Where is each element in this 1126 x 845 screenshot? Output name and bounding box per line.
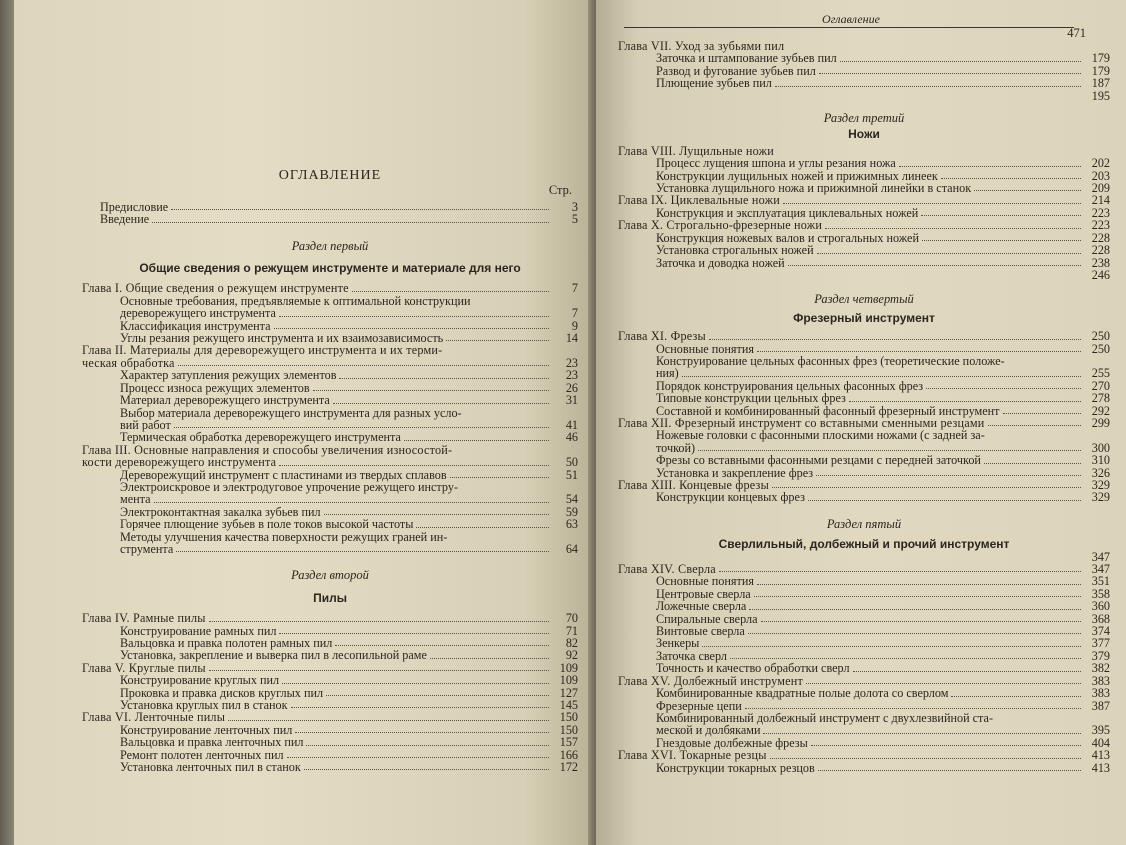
entry-title: Введение [100, 212, 150, 227]
section-heading: Общие сведения о режущем инструменте и материале для него [139, 261, 521, 276]
book-left-edge [0, 0, 14, 845]
dot-leader [757, 584, 1081, 585]
chapter-entry [82, 711, 578, 723]
entry-title: Спиральные сверла [656, 611, 758, 626]
dot-leader [228, 720, 549, 721]
page-number: 14 [565, 331, 578, 346]
dot-leader [154, 502, 549, 503]
chapter-title: Глава XIII. Концевые фрезы [618, 478, 769, 492]
page-number-extra: 347 [1091, 549, 1110, 564]
dot-leader [698, 450, 1081, 451]
entry-title: Ножевые головки с фасонными плоскими ножами (с задней за- [656, 428, 985, 443]
page-number: 395 [1091, 723, 1110, 738]
chapter-entry [618, 194, 1110, 206]
page-number: 41 [565, 417, 578, 432]
entry-title: Установка лущильного ножа и прижимной линейки в станок [656, 181, 972, 196]
dot-leader [282, 683, 549, 684]
chapter-title: Глава VIII. Лущильные ножи [618, 143, 774, 158]
right-page [596, 0, 1126, 845]
toc-entry [618, 637, 1110, 649]
toc-entry [618, 575, 1110, 587]
toc-title: ОГЛАВЛЕНИЕ [278, 168, 382, 183]
section-title: Раздел третий [823, 111, 905, 126]
dot-leader [921, 215, 1081, 216]
dot-leader [853, 671, 1081, 672]
dot-leader [770, 758, 1081, 759]
entry-title: Ложечные сверла [656, 599, 747, 614]
entry-title: Комбинированные квадратные полые долота со сверлом [656, 686, 949, 701]
page-number: 292 [1091, 403, 1110, 418]
page-number: 214 [1091, 193, 1110, 208]
page-number: 172 [559, 760, 578, 775]
toc-entry [82, 431, 578, 443]
chapter-title: Глава IX. Циклевальные ножи [618, 193, 780, 208]
entry-title: Конструирование цельных фасонных фрез (теоретические положе- [656, 353, 1005, 368]
toc-entry [82, 394, 578, 406]
dot-leader [176, 551, 549, 552]
page-number: 145 [559, 698, 578, 713]
dot-leader [279, 633, 549, 634]
dot-leader [926, 388, 1081, 389]
page-number: 9 [571, 318, 578, 333]
toc-entry [618, 355, 1110, 367]
page-number: 278 [1091, 391, 1110, 406]
chapter-entry [82, 612, 578, 624]
dot-leader [783, 203, 1081, 204]
entry-title: Конструирование круглых пил [120, 673, 280, 688]
page-number: 23 [565, 368, 578, 383]
dot-leader [772, 487, 1081, 488]
dot-leader [291, 707, 549, 708]
toc-entry [618, 244, 1110, 256]
section-title: Раздел четвертый [814, 292, 914, 307]
page-number: 383 [1091, 673, 1110, 688]
dot-leader [730, 658, 1081, 659]
entry-title: Электроискровое и электродуговое упрочение режущего инстру- [120, 479, 458, 494]
page-number: 157 [559, 735, 578, 750]
entry-title: Основные требования, предъявляемые к оптимальной конструкции [120, 293, 471, 308]
section-title: Раздел второй [291, 568, 369, 583]
dot-leader [709, 339, 1081, 340]
page-number: 166 [559, 747, 578, 762]
page-number: 187 [1091, 76, 1110, 91]
page-number: 413 [1091, 760, 1110, 775]
dot-leader [818, 770, 1081, 771]
entry-title: Дереворежущий инструмент с пластинами из твердых сплавов [120, 467, 447, 482]
toc-entry [82, 649, 578, 661]
dot-leader [748, 633, 1081, 634]
page-number: 5 [571, 212, 578, 227]
page-number: 382 [1091, 661, 1110, 676]
section-entries [82, 612, 578, 773]
toc-entry [82, 201, 578, 213]
toc-entry [618, 454, 1110, 466]
chapter-title: Глава VI. Ленточные пилы [82, 710, 226, 725]
entry-title: Установка строгальных ножей [656, 243, 814, 258]
entry-title: Методы улучшения качества поверхности режущих граней ин- [120, 529, 448, 544]
dot-leader [922, 240, 1081, 241]
dot-leader [274, 328, 549, 329]
page-number: 358 [1091, 586, 1110, 601]
dot-leader [763, 733, 1081, 734]
header-rule [624, 27, 1074, 28]
dot-leader [152, 222, 549, 223]
dot-leader [295, 732, 549, 733]
page-number-extra: 195 [1091, 88, 1110, 103]
page-number: 228 [1091, 230, 1110, 245]
entry-title: Термическая обработка дереворежущего инструмента [120, 430, 401, 445]
page-number: 374 [1091, 624, 1110, 639]
dot-leader [754, 596, 1081, 597]
chapter-title: Глава I. Общие сведения о режущем инструменте [82, 281, 349, 296]
entry-title: Комбинированный долбежный инструмент с двухлезвийной ста- [656, 710, 994, 725]
toc-entry [618, 600, 1110, 612]
dot-leader [761, 621, 1081, 622]
dot-leader [817, 253, 1081, 254]
dot-leader [287, 757, 549, 758]
entry-title: Материал дереворежущего инструмента [120, 393, 330, 408]
chapter-title: Глава III. Основные направления и способы увеличения износостой- [82, 442, 453, 457]
toc-entry [82, 213, 578, 225]
page-number: 347 [1091, 562, 1110, 577]
entry-title: меской и долбяками [656, 723, 761, 738]
page-number: 379 [1091, 648, 1110, 663]
dot-leader [335, 645, 549, 646]
entry-title: Зенкеры [656, 636, 700, 651]
toc-entry [82, 736, 578, 748]
chapter-entry [82, 456, 578, 468]
entry-title: Плющение зубьев пил [656, 76, 772, 91]
entry-title: струмента [120, 541, 174, 556]
entry-title: Классификация инструмента [120, 318, 271, 333]
section-entries [618, 145, 1110, 269]
left-toc-column [82, 170, 578, 773]
entry-title: Установка ленточных пил в станок [120, 760, 301, 775]
toc-entry [618, 52, 1110, 64]
dot-leader [326, 695, 549, 696]
dot-leader [209, 670, 549, 671]
dot-leader [825, 228, 1081, 229]
page-number: 329 [1091, 478, 1110, 492]
dot-leader [1003, 413, 1082, 414]
section-title: Раздел первый [291, 238, 369, 253]
entry-title: Гнездовые долбежные фрезы [656, 735, 808, 750]
entry-title: Конструкция ножевых валов и строгальных ножей [656, 230, 919, 245]
toc-entry [618, 392, 1110, 404]
page-number: 255 [1091, 366, 1110, 381]
page-number: 109 [559, 660, 578, 675]
chapter-entry [82, 282, 578, 294]
dot-leader [806, 683, 1081, 684]
page-number: 310 [1091, 453, 1110, 468]
dot-leader [749, 609, 1081, 610]
entry-title: Процесс износа режущих элементов [120, 380, 310, 395]
dot-leader [984, 463, 1081, 464]
entry-title: ния) [656, 366, 679, 381]
toc-entry [618, 77, 1110, 89]
entry-title: Выбор материала дереворежущего инструмента для разных усло- [120, 405, 462, 420]
entry-title: Ремонт полотен ленточных пил [120, 747, 284, 762]
chapter-title: Глава XV. Долбежный инструмент [618, 673, 804, 688]
front-matter-list [82, 201, 578, 226]
page-number: 377 [1091, 636, 1110, 651]
entry-title: Точность и качество обработки сверл [656, 661, 850, 676]
entry-title: Заточка сверл [656, 648, 727, 663]
dot-leader [446, 340, 549, 341]
page-number: 203 [1091, 168, 1110, 183]
page-number: 82 [565, 636, 578, 650]
left-page [14, 0, 594, 845]
page-number: 179 [1091, 51, 1110, 66]
dot-leader [416, 527, 549, 528]
entry-title: Углы резания режущего инструмента и их взаимозависимость [120, 331, 444, 346]
toc-entry [618, 429, 1110, 441]
chapter-title: Глава XVI. Токарные резцы [618, 748, 767, 763]
page-number: 127 [559, 685, 578, 700]
page-number: 7 [571, 306, 578, 321]
dot-leader [849, 401, 1081, 402]
toc-entry [618, 157, 1110, 169]
entry-title: Развод и фугование зубьев пил [656, 63, 816, 78]
toc-entry [618, 762, 1110, 774]
entry-title: Винтовые сверла [656, 624, 745, 639]
dot-leader [178, 365, 549, 366]
dot-leader [899, 166, 1081, 167]
dot-leader [313, 390, 549, 391]
page-number: 71 [565, 623, 578, 638]
entry-title: Вальцовка и правка полотен рамных пил [120, 636, 333, 650]
chapter-title: Глава II. Материалы для дереворежущего инструмента и их терми- [82, 343, 443, 358]
chapter-entry [618, 749, 1110, 761]
entry-title: Типовые конструкции цельных фрез [656, 391, 846, 406]
dot-leader [430, 658, 549, 659]
entry-title: Центровые сверла [656, 586, 751, 601]
page-number: 150 [559, 722, 578, 737]
page-number: 3 [571, 199, 578, 214]
page-number: 23 [565, 355, 578, 370]
dot-leader [352, 291, 549, 292]
dot-leader [840, 61, 1081, 62]
dot-leader [404, 440, 549, 441]
page-number: 54 [565, 492, 578, 507]
dot-leader [941, 178, 1081, 179]
toc-entry [618, 257, 1110, 269]
entry-title: Конструирование рамных пил [120, 623, 277, 638]
toc-entry [82, 481, 578, 493]
page-number: 228 [1091, 243, 1110, 258]
section-title: Раздел пятый [826, 516, 902, 531]
chapter-title: Глава V. Круглые пилы [82, 660, 206, 675]
toc-entry [618, 724, 1110, 736]
dot-leader [682, 376, 1081, 377]
page-number: 471 [1067, 26, 1086, 40]
running-head: Оглавление [822, 12, 880, 26]
entry-title: Характер затупления режущих элементов [120, 368, 337, 383]
section-heading: Ножи [848, 127, 880, 142]
entry-title: Конструкции концевых фрез [656, 490, 805, 505]
dot-leader [174, 427, 549, 428]
section-heading: Пилы [313, 590, 347, 605]
entry-title: Составной и комбинированный фасонный фрезерный инструмент [656, 403, 1000, 418]
entry-title: Конструкция и эксплуатация циклевальных ножей [656, 205, 919, 220]
page-number: 329 [1091, 490, 1110, 505]
entry-title: Основные понятия [656, 574, 754, 589]
entry-title: Установка и закрепление фрез [656, 465, 814, 480]
page-number: 179 [1091, 63, 1110, 78]
entry-title: Установка круглых пил в станок [120, 698, 288, 713]
toc-entry [82, 307, 578, 319]
page-number: 7 [571, 281, 578, 296]
chapter-title: ческая обработка [82, 355, 175, 370]
toc-entry [618, 662, 1110, 674]
toc-entry [618, 687, 1110, 699]
entry-title: Электроконтактная закалка зубьев пил [120, 504, 321, 519]
toc-entry [618, 367, 1110, 379]
entry-title: Проковка и правка дисков круглых пил [120, 685, 324, 700]
entry-title: Установка, закрепление и выверка пил в лесопильной раме [120, 648, 427, 663]
page-number: 59 [565, 504, 578, 519]
page-number: 326 [1091, 465, 1110, 480]
entry-title: Конструирование ленточных пил [120, 722, 293, 737]
entry-title: точкой) [656, 440, 696, 455]
toc-entry [82, 518, 578, 530]
chapter-title: кости дереворежущего инструмента [82, 455, 277, 470]
chapter-entry [82, 344, 578, 356]
page-number: 223 [1091, 218, 1110, 233]
chapter-title: Глава VII. Уход за зубьями пил [618, 39, 785, 53]
dot-leader [819, 73, 1081, 74]
page-number: 270 [1091, 378, 1110, 393]
toc-entry [82, 493, 578, 505]
page-column-label: Стр. [548, 183, 572, 198]
page-number: 351 [1091, 574, 1110, 589]
toc-entry [82, 761, 578, 773]
dot-leader [702, 646, 1081, 647]
dot-leader [788, 265, 1081, 266]
entry-title: Горячее плющение зубьев в поле токов высокой частоты [120, 517, 414, 532]
page-number: 250 [1091, 341, 1110, 356]
dot-leader [988, 425, 1081, 426]
entry-title: Порядок конструирования цельных фасонных фрез [656, 378, 924, 393]
chapter-title: Глава IV. Рамные пилы [82, 611, 206, 626]
dot-leader [279, 465, 549, 466]
entry-title: Процесс лущения шпона и углы резания ножа [656, 156, 896, 171]
page-number-extra: 246 [1091, 267, 1110, 282]
entry-title: Основные понятия [656, 341, 754, 356]
page-number: 202 [1091, 156, 1110, 171]
chapter-title: Глава X. Строгально-фрезерные ножи [618, 218, 823, 233]
entry-title: дереворежущего инструмента [120, 306, 276, 321]
page-number: 300 [1091, 440, 1110, 455]
page-number: 150 [559, 710, 578, 725]
page-number: 299 [1091, 415, 1110, 430]
chapter-title: Глава XIV. Сверла [618, 562, 716, 577]
page-number: 50 [565, 455, 578, 470]
entry-title: Конструкции лущильных ножей и прижимных линеек [656, 168, 938, 183]
entry-title: Заточка и штампование зубьев пил [656, 51, 837, 66]
entry-title: Фрезы со вставными фасонными резцами с передней заточкой [656, 453, 981, 468]
dot-leader [974, 190, 1081, 191]
section-entries [82, 282, 578, 555]
page-number: 360 [1091, 599, 1110, 614]
entry-title: Предисловие [100, 199, 169, 214]
page-number: 109 [559, 673, 578, 688]
dot-leader [816, 475, 1081, 476]
section-entries [618, 330, 1110, 504]
page-number: 413 [1091, 748, 1110, 763]
dot-leader [745, 708, 1081, 709]
entry-title: мента [120, 492, 151, 507]
dot-leader [171, 209, 549, 210]
page-number: 46 [565, 430, 578, 445]
page-number: 51 [565, 467, 578, 482]
toc-entry [618, 491, 1110, 503]
chapter-title: Глава XII. Фрезерный инструмент со вставными сменными резцами [618, 415, 985, 430]
entry-title: Заточка и доводка ножей [656, 255, 785, 270]
dot-leader [279, 316, 549, 317]
entry-title: Фрезерные цепи [656, 698, 742, 713]
toc-entry [82, 674, 578, 686]
dot-leader [324, 514, 549, 515]
page-number: 250 [1091, 329, 1110, 344]
section-entries [618, 40, 1110, 90]
page-number: 31 [565, 393, 578, 408]
dot-leader [306, 745, 549, 746]
page-number: 26 [565, 380, 578, 395]
chapter-entry [618, 219, 1110, 231]
toc-entry [82, 369, 578, 381]
dot-leader [304, 769, 549, 770]
page-number: 64 [565, 541, 578, 556]
page-number: 209 [1091, 181, 1110, 196]
page-number: 238 [1091, 255, 1110, 270]
dot-leader [333, 403, 549, 404]
dot-leader [450, 477, 549, 478]
dot-leader [719, 571, 1081, 572]
dot-leader [339, 378, 549, 379]
entry-title: Конструкции токарных резцов [656, 760, 815, 775]
page-number: 368 [1091, 611, 1110, 626]
page-number: 404 [1091, 735, 1110, 750]
entry-title: Вальцовка и правка ленточных пил [120, 735, 304, 750]
section-heading: Фрезерный инструмент [793, 310, 935, 325]
dot-leader [951, 696, 1081, 697]
dot-leader [757, 351, 1081, 352]
dot-leader [775, 86, 1081, 87]
section-entries [618, 563, 1110, 774]
page-number: 92 [565, 648, 578, 663]
page-number: 383 [1091, 686, 1110, 701]
chapter-title: Глава XI. Фрезы [618, 329, 706, 344]
page-number: 70 [565, 611, 578, 626]
dot-leader [808, 500, 1081, 501]
chapter-entry [618, 330, 1110, 342]
entry-title: вий работ [120, 417, 171, 432]
toc-entry [82, 543, 578, 555]
page-number: 387 [1091, 698, 1110, 713]
page-number: 223 [1091, 205, 1110, 220]
dot-leader [209, 621, 549, 622]
page-number: 63 [565, 517, 578, 532]
right-toc-column [618, 40, 1110, 774]
dot-leader [811, 745, 1081, 746]
section-heading: Сверлильный, долбежный и прочий инструмент [718, 537, 1010, 552]
